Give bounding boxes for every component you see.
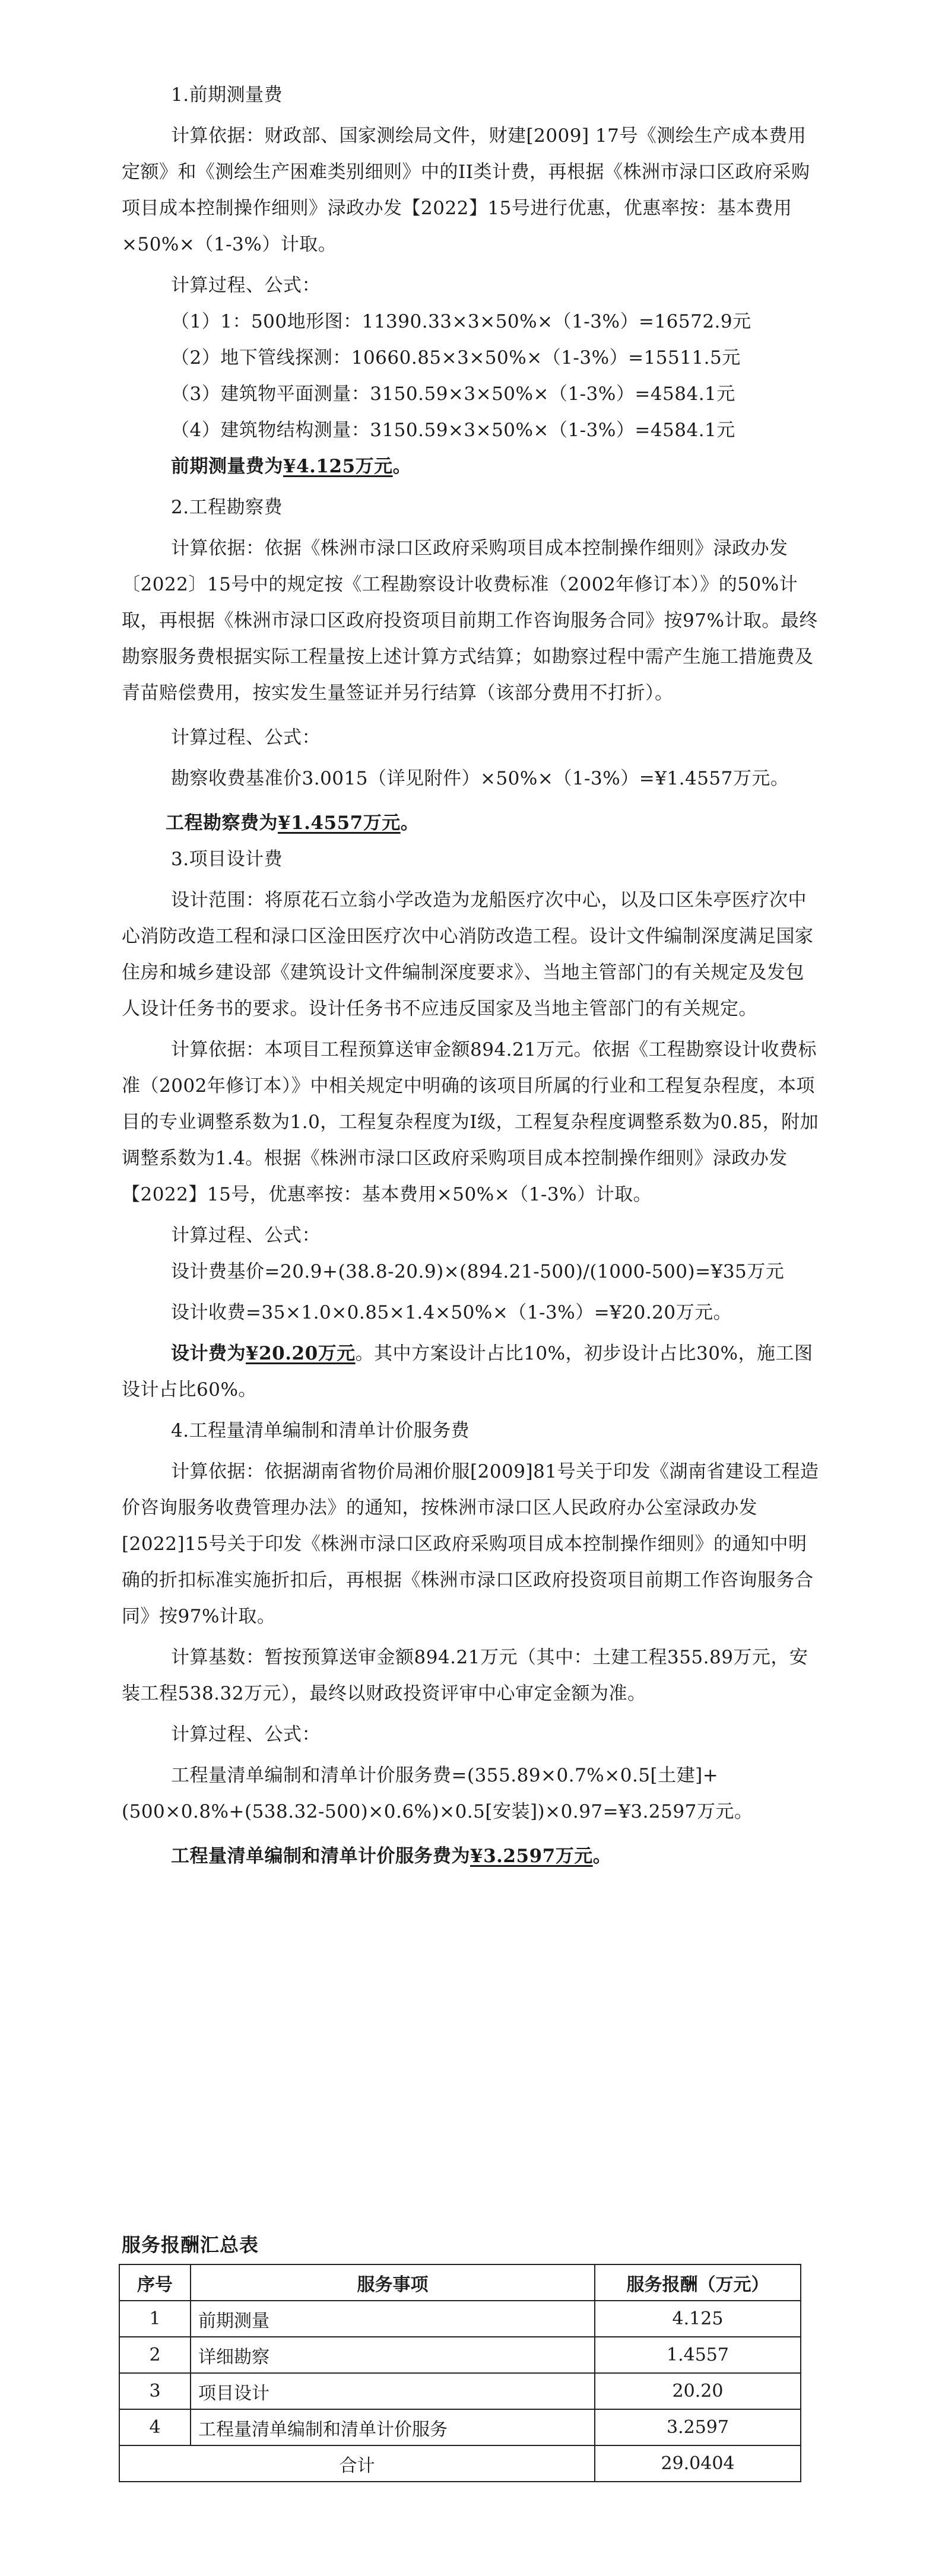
section-3-total — [122, 1336, 822, 1408]
header-no: 序号 — [119, 2264, 191, 2301]
section-3-scope: 设计范围：将原花石立翁小学改造为龙船医疗次中心，以及口区朱亭医疗次中心消防改造工程和渌口区淦田医疗次中心消防改造工程。设计文件编制深度满足国家住房和城乡建设部《建筑设计文件编制深度要求》、当地主管部门的有关规定及发包人设计任务书的要求。设计任务书不应违反国家及当地主管部门的有关规定。 — [122, 890, 814, 1019]
section-4-total-suffix: 。 — [592, 1846, 612, 1867]
section-1-basis: 计算依据：财政部、国家测绘局文件，财建[2009] 17号《测绘生产成本费用定额》和《测绘生产困难类别细则》中的II类计费，再根据《株洲市渌口区政府采购项目成本控制操作细则》渌政办发【2022】15号进行优惠，优惠率按：基本费用×50%×（1-3%）计取。 — [122, 125, 810, 255]
section-3-basis: 计算依据：本项目工程预算送审金额894.21万元。依据《工程勘察设计收费标准（2002年修订本）》中相关规定中明确的该项目所属的行业和工程复杂程度，本项目的专业调整系数为1.0，工程复杂程度为I级，工程复杂程度调整系数为0.85，附加调整系数为1.4。根据《株洲市渌口区政府采购项目成本控制操作细则》渌政办发【2022】15号，优惠率按：基本费用×50%×（1-3%）计取。 — [122, 1039, 819, 1205]
header-item: 服务事项 — [191, 2264, 595, 2301]
section-4-basis: 计算依据：依据湖南省物价局湘价服[2009]81号关于印发《湖南省建设工程造价咨询服务收费管理办法》的通知，按株洲市渌口区人民政府办公室渌政办发[2022]15号关于印发《株洲市渌口区政府采购项目成本控制操作细则》的通知中明确的折扣标准实施折扣后，再根据《株洲市渌口区政府投资项目前期工作咨询服务合同》按97%计取。 — [122, 1461, 819, 1627]
row-no: 4 — [119, 2409, 191, 2445]
section-3-total-prefix: 设计费为 — [171, 1343, 246, 1364]
section-2-total — [122, 805, 822, 841]
row-amount: 4.125 — [595, 2301, 801, 2337]
row-item: 前期测量 — [191, 2301, 595, 2337]
table-row — [119, 2373, 801, 2409]
row-no: 3 — [119, 2373, 191, 2409]
section-2-total-value: ¥1.4557万元 — [278, 812, 401, 834]
section-3-formula-2: 设计收费=35×1.0×0.85×1.4×50%×（1-3%）=¥20.20万元。 — [171, 1302, 732, 1323]
section-4-total-value: ¥3.2597万元 — [470, 1846, 593, 1867]
row-no: 1 — [119, 2301, 191, 2337]
section-2-total-suffix: 。 — [400, 812, 420, 834]
section-1-item-1: （1）1：500地形图：11390.33×3×50%×（1-3%）=16572.9元 — [171, 311, 751, 332]
section-4-base: 计算基数：暂按预算送审金额894.21万元（其中：土建工程355.89万元，安装工程538.32万元），最终以财政投资评审中心审定金额为准。 — [122, 1647, 808, 1704]
section-3-total-value: ¥20.20万元 — [246, 1343, 356, 1364]
row-item: 详细勘察 — [191, 2337, 595, 2373]
section-2-formula: 勘察收费基准价3.0015（详见附件）×50%×（1-3%）=¥1.4557万元。 — [171, 768, 789, 789]
section-1-heading: 1.前期测量费 — [171, 84, 283, 106]
section-1-total — [122, 449, 822, 485]
table-row — [119, 2337, 801, 2373]
section-1-total-prefix: 前期测量费为 — [171, 456, 283, 477]
document-body — [122, 77, 822, 1875]
section-3-total-suffix: 。其中方案设计占比10%，初步设计占比30%，施工图设计占比60%。 — [122, 1343, 813, 1400]
row-item: 工程量清单编制和清单计价服务 — [191, 2409, 595, 2445]
section-1-calc-label: 计算过程、公式： — [171, 275, 321, 296]
section-1-total-suffix: 。 — [392, 456, 412, 477]
section-3-heading: 3.项目设计费 — [171, 849, 283, 870]
section-3-calc-label: 计算过程、公式： — [171, 1225, 321, 1246]
section-4-formula: 工程量清单编制和清单计价服务费=(355.89×0.7%×0.5[土建]+(500×0.8%+(538.32-500)×0.6%)×0.5[安装])×0.97=¥3.2597万元。 — [122, 1765, 753, 1822]
total-label: 合计 — [119, 2445, 595, 2482]
section-2-basis: 计算依据：依据《株洲市渌口区政府采购项目成本控制操作细则》渌政办发〔2022〕15号中的规定按《工程勘察设计收费标准（2002年修订本）》的50%计取，再根据《株洲市渌口区政府投资项目前期工作咨询服务合同》按97%计取。最终勘察服务费根据实际工程量按上述计算方式结算；如勘察过程中需产生施工措施费及青苗赔偿费用，按实发生量签证并另行结算（该部分费用不打折）。 — [122, 538, 818, 704]
row-no: 2 — [119, 2337, 191, 2373]
section-2-heading: 2.工程勘察费 — [171, 497, 283, 518]
summary-total-row — [119, 2445, 801, 2482]
row-amount: 20.20 — [595, 2373, 801, 2409]
section-1-item-3: （3）建筑物平面测量：3150.59×3×50%×（1-3%）=4584.1元 — [171, 383, 735, 405]
section-2-total-prefix: 工程勘察费为 — [166, 812, 278, 834]
table-row — [119, 2301, 801, 2337]
row-amount: 1.4557 — [595, 2337, 801, 2373]
section-2-calc-label: 计算过程、公式： — [171, 727, 321, 748]
summary-table — [119, 2264, 801, 2482]
row-item: 项目设计 — [191, 2373, 595, 2409]
header-amount: 服务报酬（万元） — [595, 2264, 801, 2301]
section-4-total — [122, 1838, 822, 1875]
total-value: 29.0404 — [595, 2445, 801, 2482]
section-4-calc-label: 计算过程、公式： — [171, 1724, 321, 1745]
summary-header-row — [119, 2264, 801, 2301]
section-4-total-prefix: 工程量清单编制和清单计价服务费为 — [171, 1846, 470, 1867]
table-row — [119, 2409, 801, 2445]
row-amount: 3.2597 — [595, 2409, 801, 2445]
section-1-item-2: （2）地下管线探测：10660.85×3×50%×（1-3%）=15511.5元 — [171, 347, 741, 369]
section-3-formula-1: 设计费基价=20.9+(38.8-20.9)×(894.21-500)/(1000-500)=¥35万元 — [171, 1261, 785, 1282]
section-1-item-4: （4）建筑物结构测量：3150.59×3×50%×（1-3%）=4584.1元 — [171, 420, 735, 441]
section-1-total-value: ¥4.125万元 — [283, 456, 393, 477]
summary-title: 服务报酬汇总表 — [122, 2234, 259, 2256]
section-4-heading: 4.工程量清单编制和清单计价服务费 — [171, 1420, 470, 1441]
